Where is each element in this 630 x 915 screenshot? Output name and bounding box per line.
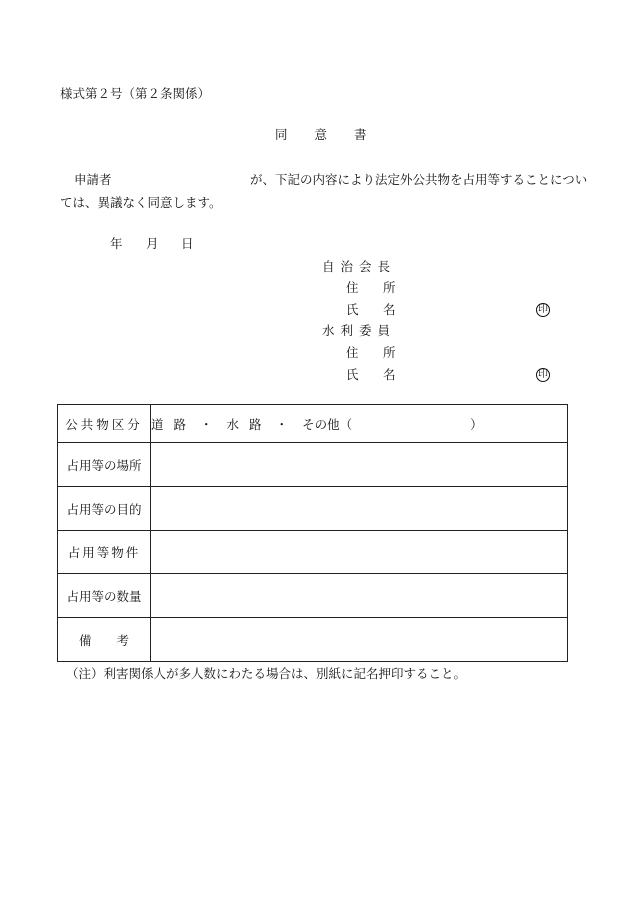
table-row [58, 443, 568, 487]
intro-line-1: が、下記の内容により法定外公共物を占用等することについ [250, 172, 588, 187]
chairman-name-label: 氏 名 [346, 302, 402, 317]
water-committee-name-label: 氏 名 [346, 367, 402, 382]
option-other[interactable]: その他 [302, 416, 340, 432]
chairman-seal-icon: 印 [538, 304, 548, 315]
row-label-location: 占用等の場所 [58, 443, 151, 487]
row-label-object: 占用等物件 [58, 531, 151, 574]
row-label-category: 公共物区分 [58, 405, 151, 443]
paren-close: ） [470, 416, 483, 432]
remarks-value-cell[interactable] [151, 618, 568, 662]
option-separator: ・ [275, 416, 289, 432]
chairman-label: 自治会長 [322, 259, 397, 274]
object-value-cell[interactable] [151, 531, 568, 574]
date-month: 月 [146, 236, 159, 251]
paren-open: （ [339, 416, 353, 432]
table-row [58, 487, 568, 531]
row-label-quantity: 占用等の数量 [58, 574, 151, 618]
footnote: （注）利害関係人が多人数にわたる場合は、別紙に記名押印すること。 [66, 666, 467, 681]
table-row [58, 574, 568, 618]
quantity-value-cell[interactable] [151, 574, 568, 618]
date-day: 日 [181, 236, 194, 251]
location-value-cell[interactable] [151, 443, 568, 487]
table-row [58, 618, 568, 662]
option-separator: ・ [200, 416, 213, 432]
table-row [58, 405, 568, 443]
row-label-purpose: 占用等の目的 [58, 487, 151, 531]
intro-line-2: ては、異議なく同意します。 [60, 195, 222, 210]
category-options-cell [151, 405, 568, 443]
water-committee-address-label: 住 所 [346, 345, 402, 360]
water-committee-seal-icon: 印 [538, 369, 548, 380]
document-title: 同意書 [275, 127, 394, 142]
date-year: 年 [110, 236, 123, 251]
applicant-label: 申請者 [74, 172, 112, 187]
water-committee-label: 水利委員 [322, 323, 397, 338]
row-label-remarks: 備 考 [58, 618, 151, 662]
chairman-address-label: 住 所 [346, 280, 402, 295]
form-number: 様式第２号（第２条関係） [60, 86, 211, 101]
purpose-value-cell[interactable] [151, 487, 568, 531]
table-row [58, 531, 568, 574]
option-waterway[interactable]: 水路 [226, 416, 272, 432]
occupancy-table [57, 404, 568, 662]
option-road[interactable]: 道路 [151, 416, 197, 432]
